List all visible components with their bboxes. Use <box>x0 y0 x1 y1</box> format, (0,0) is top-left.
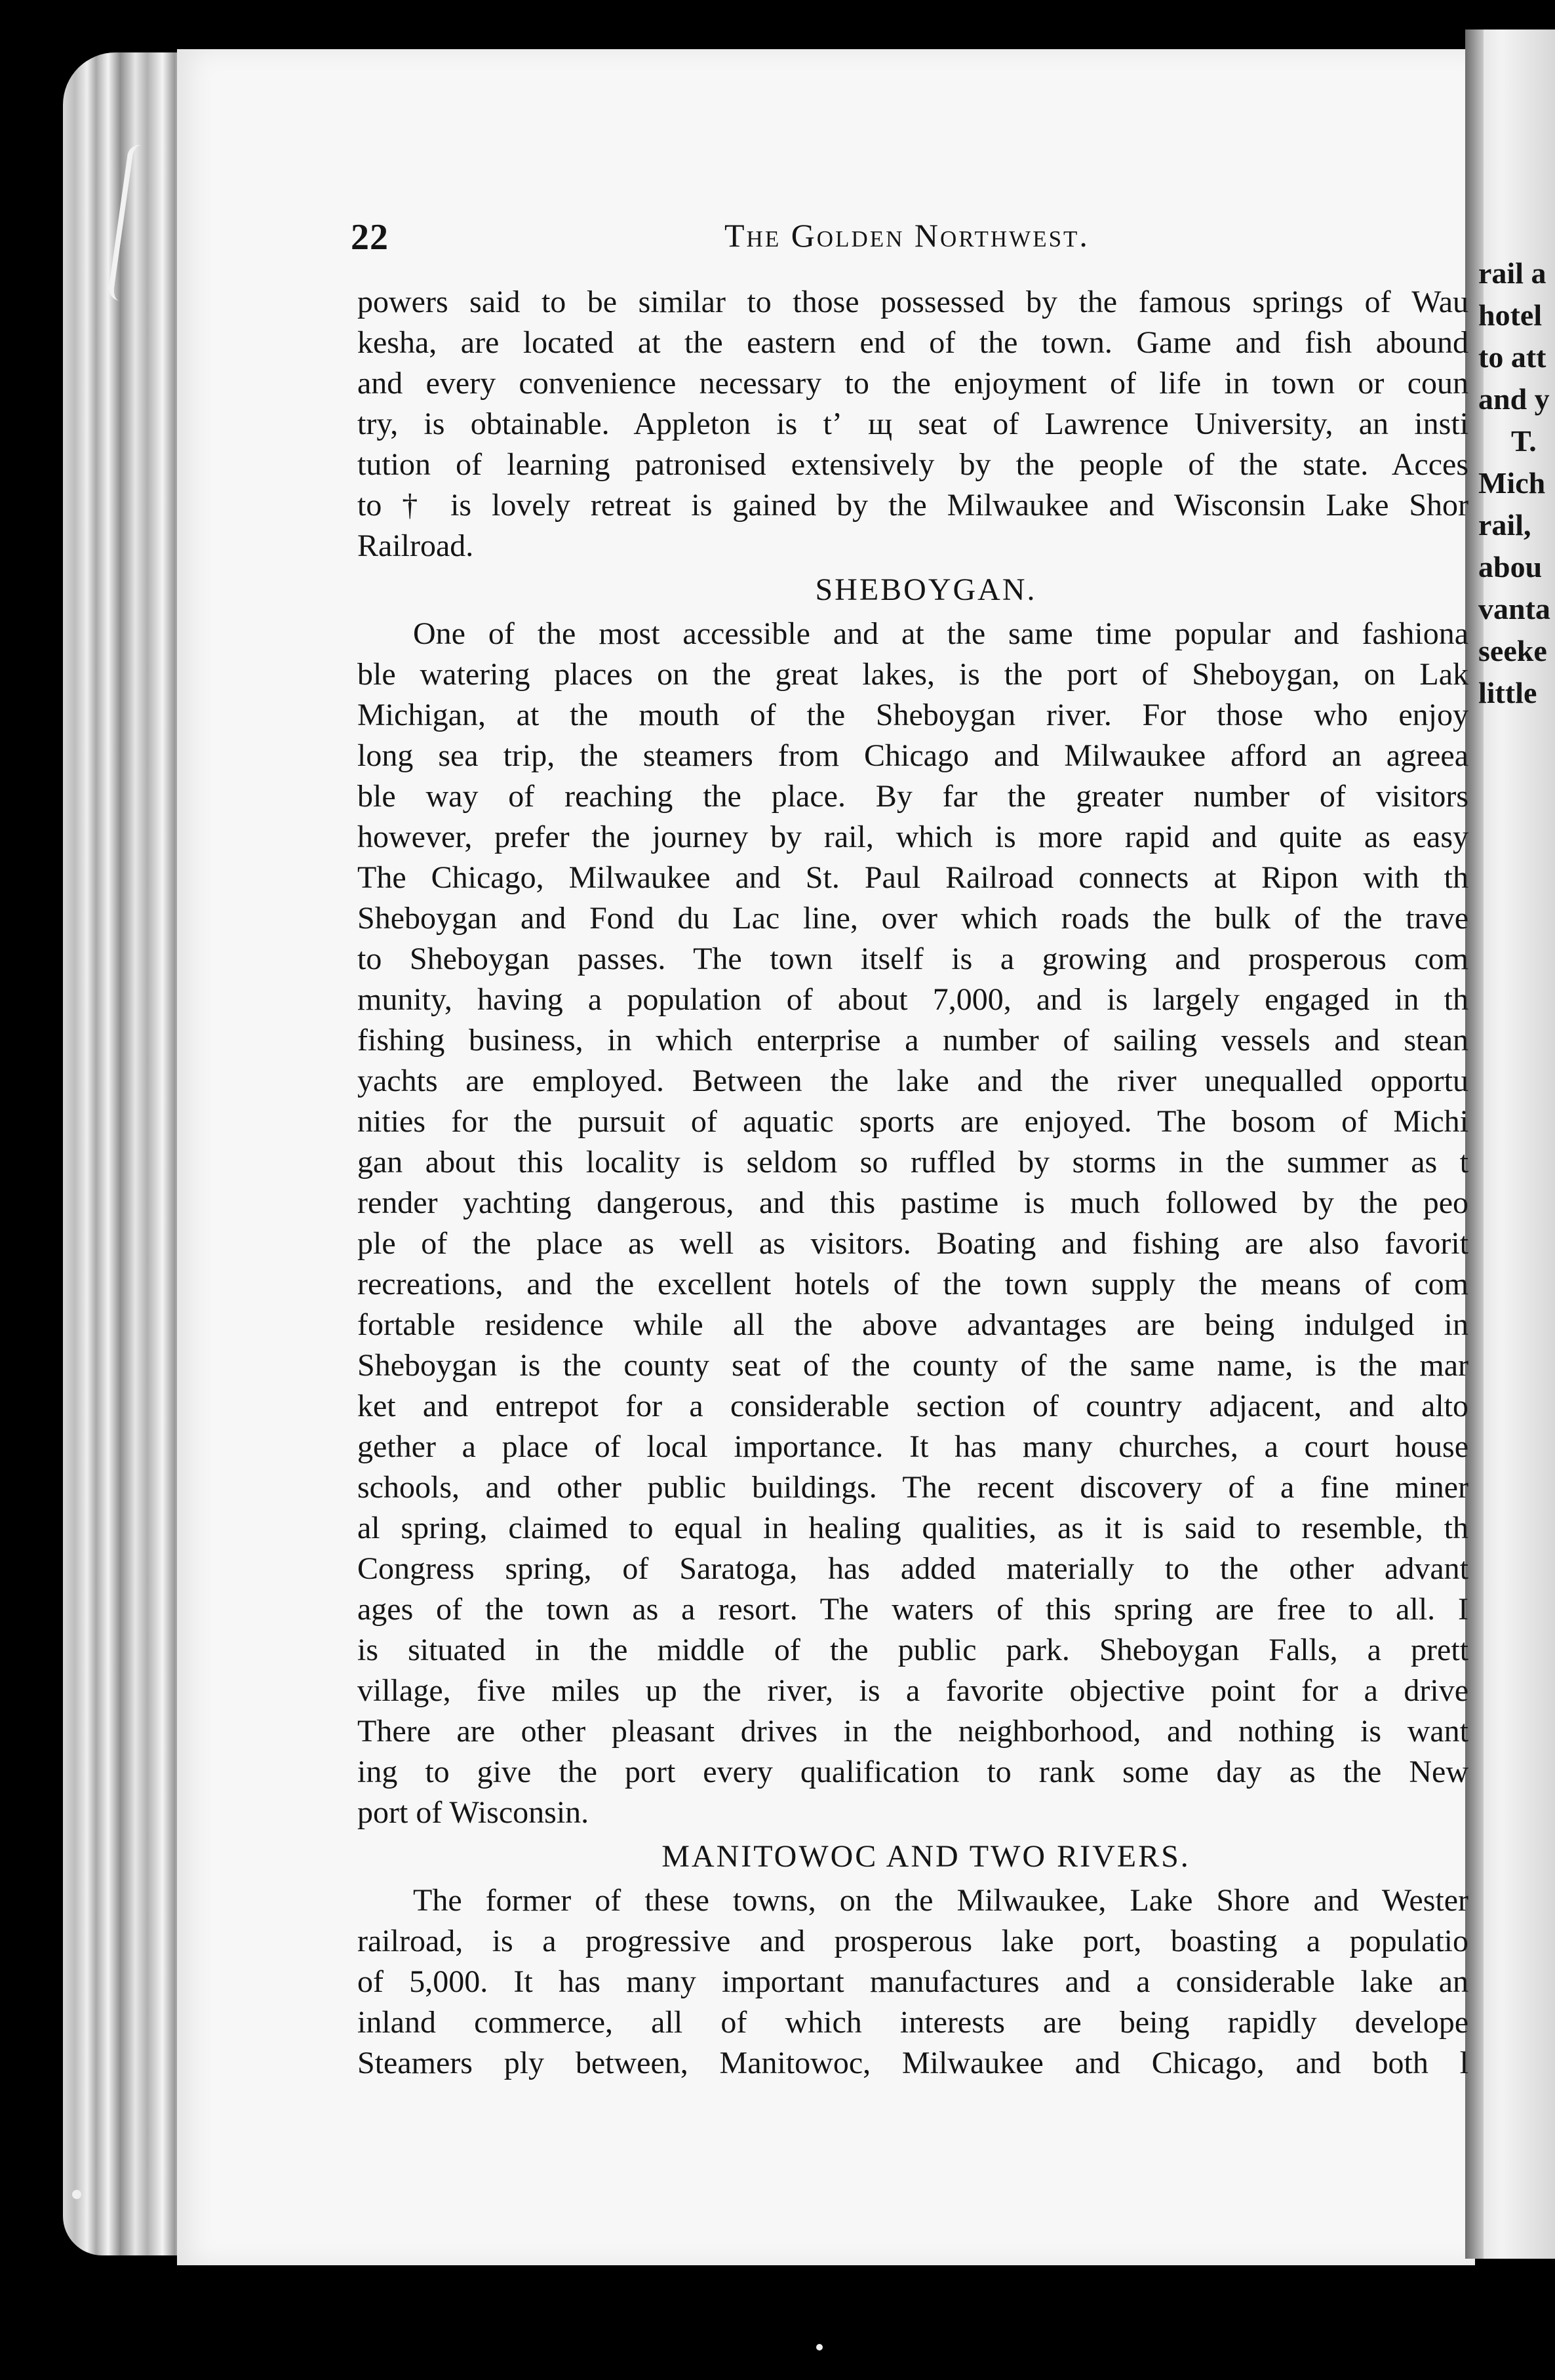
text-line: schools, and other public buildings. The recent discovery of a fine miner <box>357 1470 1468 1505</box>
text-line: fortable residence while all the above advantages are being indulged in <box>357 1307 1468 1342</box>
page-header <box>351 210 1465 262</box>
text-line: gan about this locality is seldom so ruffled by storms in the summer as t <box>357 1145 1468 1180</box>
section-heading-manitowoc: MANITOWOC AND TWO RIVERS. <box>661 1839 1191 1874</box>
text-line: gether a place of local importance. It has many churches, a court house <box>357 1429 1468 1464</box>
facing-line: little <box>1478 676 1537 709</box>
facing-line: rail a <box>1478 256 1546 290</box>
text-line: long sea trip, the steamers from Chicago and Milwaukee afford an agreea <box>357 738 1468 773</box>
page-number: 22 <box>351 217 389 258</box>
facing-page-text <box>1478 252 1555 714</box>
text-line: inland commerce, all of which interests are being rapidly develope <box>357 2005 1468 2040</box>
text-line: to Sheboygan passes. The town itself is a growing and prosperous com <box>357 942 1468 976</box>
facing-line: Mich <box>1478 466 1546 500</box>
text-line: however, prefer the journey by rail, which is more rapid and quite as easy <box>357 820 1468 854</box>
text-line: kesha, are located at the eastern end of the town. Game and fish abound <box>357 325 1468 360</box>
facing-line: abou <box>1478 550 1543 584</box>
text-line: Michigan, at the mouth of the Sheboygan river. For those who enjoy <box>357 698 1468 732</box>
facing-line: T. <box>1511 424 1537 458</box>
text-line: One of the most accessible and at the same time popular and fashiona <box>413 616 1468 651</box>
text-line: yachts are employed. Between the lake and the river unequalled opportu <box>357 1063 1468 1098</box>
facing-line: hotel <box>1478 298 1543 332</box>
text-line: ing to give the port every qualification to rank some day as the New <box>357 1755 1468 1789</box>
text-line: powers said to be similar to those possessed by the famous springs of Wau <box>357 285 1468 319</box>
text-line: ages of the town as a resort. The waters of this spring are free to all. I <box>357 1592 1468 1627</box>
text-line: Congress spring, of Saratoga, has added materially to the other advant <box>357 1551 1468 1586</box>
text-line: fishing business, in which enterprise a number of sailing vessels and stean <box>357 1023 1468 1058</box>
text-line: try, is obtainable. Appleton is tʼ щ seat of Lawrence University, an insti <box>357 407 1468 441</box>
text-line: al spring, claimed to equal in healing qualities, as it is said to resemble, th <box>357 1511 1468 1545</box>
facing-line: vanta <box>1478 592 1550 625</box>
text-line: of 5,000. It has many important manufactures and a considerable lake an <box>357 1964 1468 1999</box>
facing-line: rail, <box>1478 508 1531 542</box>
text-line: The Chicago, Milwaukee and St. Paul Railroad connects at Ripon with th <box>357 860 1468 895</box>
scan-speck <box>72 2190 81 2199</box>
text-line: to † is lovely retreat is gained by the Milwaukee and Wisconsin Lake Shor <box>357 488 1468 523</box>
text-line: tution of learning patronised extensively by the people of the state. Acces <box>357 447 1468 482</box>
running-title: The Golden Northwest. <box>724 217 1090 254</box>
text-line: Sheboygan is the county seat of the county of the same name, is the mar <box>357 1348 1468 1383</box>
text-line: There are other pleasant drives in the neighborhood, and nothing is want <box>357 1714 1468 1749</box>
text-line: nities for the pursuit of aquatic sports are enjoyed. The bosom of Michi <box>357 1104 1468 1139</box>
text-line: recreations, and the excellent hotels of the town supply the means of com <box>357 1267 1468 1301</box>
text-line: is situated in the middle of the public park. Sheboygan Falls, a prett <box>357 1633 1468 1667</box>
facing-line: seeke <box>1478 634 1547 667</box>
text-line: ble way of reaching the place. By far the greater number of visitors <box>357 779 1468 814</box>
facing-line: to att <box>1478 340 1546 374</box>
text-line: ple of the place as well as visitors. Boating and fishing are also favorit <box>357 1226 1468 1261</box>
body-text <box>357 282 1468 2183</box>
text-line: render yachting dangerous, and this pastime is much followed by the peo <box>357 1185 1468 1220</box>
text-line: Sheboygan and Fond du Lac line, over which roads the bulk of the trave <box>357 901 1468 936</box>
text-line: The former of these towns, on the Milwaukee, Lake Shore and Wester <box>413 1883 1468 1918</box>
scan-speck <box>816 2344 823 2350</box>
text-line: Railroad. <box>357 528 474 563</box>
text-line: ble watering places on the great lakes, is the port of Sheboygan, on Lak <box>357 657 1468 692</box>
text-line: Steamers ply between, Manitowoc, Milwaukee and Chicago, and both l <box>357 2046 1468 2080</box>
text-line: and every convenience necessary to the enjoyment of life in town or coun <box>357 366 1468 401</box>
text-line: port of Wisconsin. <box>357 1795 589 1830</box>
facing-line: and y <box>1478 382 1550 416</box>
text-line: munity, having a population of about 7,000, and is largely engaged in th <box>357 982 1468 1017</box>
section-heading-sheboygan: SHEBOYGAN. <box>815 572 1037 607</box>
text-line: railroad, is a progressive and prosperous lake port, boasting a populatio <box>357 1924 1468 1958</box>
text-line: ket and entrepot for a considerable section of country adjacent, and alto <box>357 1389 1468 1423</box>
text-line: village, five miles up the river, is a favorite objective point for a drive <box>357 1673 1468 1708</box>
